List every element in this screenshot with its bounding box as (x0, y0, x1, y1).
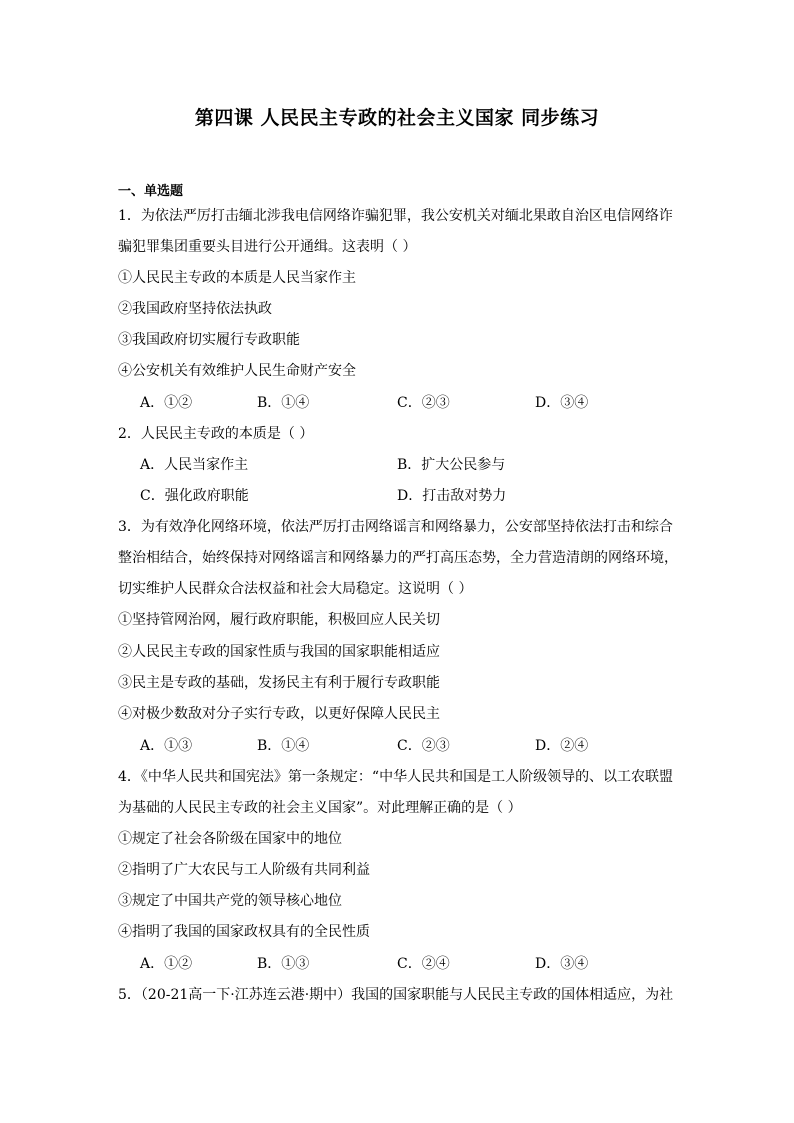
question-4-statement-2: ②指明了广大农民与工人阶级有共同利益 (118, 862, 370, 878)
question-3-statement-3: ③民主是专政的基础，发扬民主有利于履行专政职能 (118, 675, 440, 691)
question-1-statement-2: ②我国政府坚持依法执政 (118, 301, 272, 317)
question-4-option-a: A．①② (140, 956, 193, 972)
question-2-option-b: B．扩大公民参与 (397, 457, 506, 473)
question-3-statement-1: ①坚持管网治网，履行政府职能，积极回应人民关切 (118, 612, 440, 628)
section-heading: 一、单选题 (118, 184, 184, 199)
question-3-option-a: A．①③ (140, 738, 193, 754)
question-2-option-a: A．人民当家作主 (140, 457, 249, 473)
question-1-option-b: B．①④ (257, 395, 310, 411)
question-4-stem-line-1: 4．《中华人民共和国宪法》第一条规定：“中华人民共和国是工人阶级领导的、以工农联盟 (118, 769, 674, 785)
question-3-option-c: C．②③ (397, 738, 450, 754)
question-5-stem-line-1: 5．（20-21高一下·江苏连云港·期中）我国的国家职能与人民民主专政的国体相适应，为社 (118, 987, 674, 1003)
question-3-statement-4: ④对极少数敌对分子实行专政，以更好保障人民民主 (118, 706, 440, 722)
question-4-option-b: B．①③ (257, 956, 310, 972)
question-4-option-c: C．②④ (397, 956, 450, 972)
page-title: 第四课 人民民主专政的社会主义国家 同步练习 (194, 107, 600, 129)
question-1-option-a: A．①② (140, 395, 193, 411)
question-3-statement-2: ②人民民主专政的国家性质与我国的国家职能相适应 (118, 644, 440, 660)
question-1-statement-1: ①人民民主专政的本质是人民当家作主 (118, 270, 356, 286)
question-4-stem-line-2: 为基础的人民民主专政的社会主义国家”。对此理解正确的是（ ） (118, 800, 522, 816)
question-1-stem-line-1: 1．为依法严厉打击缅北涉我电信网络诈骗犯罪，我公安机关对缅北果敢自治区电信网络诈 (118, 208, 673, 224)
question-4-statement-1: ①规定了社会各阶级在国家中的地位 (118, 831, 342, 847)
question-3-option-d: D．②④ (535, 738, 589, 754)
question-4-statement-3: ③规定了中国共产党的领导核心地位 (118, 893, 342, 909)
question-3-option-b: B．①④ (257, 738, 310, 754)
question-1-statement-4: ④公安机关有效维护人民生命财产安全 (118, 363, 356, 379)
question-1-statement-3: ③我国政府切实履行专政职能 (118, 332, 300, 348)
question-1-option-d: D．③④ (535, 395, 589, 411)
question-4-option-d: D．③④ (535, 956, 589, 972)
question-2-option-d: D．打击敌对势力 (397, 488, 507, 504)
question-2-stem-line-1: 2．人民民主专政的本质是（ ） (118, 426, 314, 442)
question-3-stem-line-2: 整治相结合，始终保持对网络谣言和网络暴力的严打高压态势，全力营造清朗的网络环境， (118, 550, 678, 566)
question-4-statement-4: ④指明了我国的国家政权具有的全民性质 (118, 924, 370, 940)
question-3-stem-line-3: 切实维护人民群众合法权益和社会大局稳定。这说明（ ） (118, 581, 473, 597)
question-1-option-c: C．②③ (397, 395, 450, 411)
question-2-option-c: C．强化政府职能 (140, 488, 249, 504)
question-1-stem-line-2: 骗犯罪集团重要头目进行公开通缉。这表明（ ） (118, 239, 417, 255)
question-3-stem-line-1: 3．为有效净化网络环境，依法严厉打击网络谣言和网络暴力，公安部坚持依法打击和综合 (118, 519, 673, 535)
